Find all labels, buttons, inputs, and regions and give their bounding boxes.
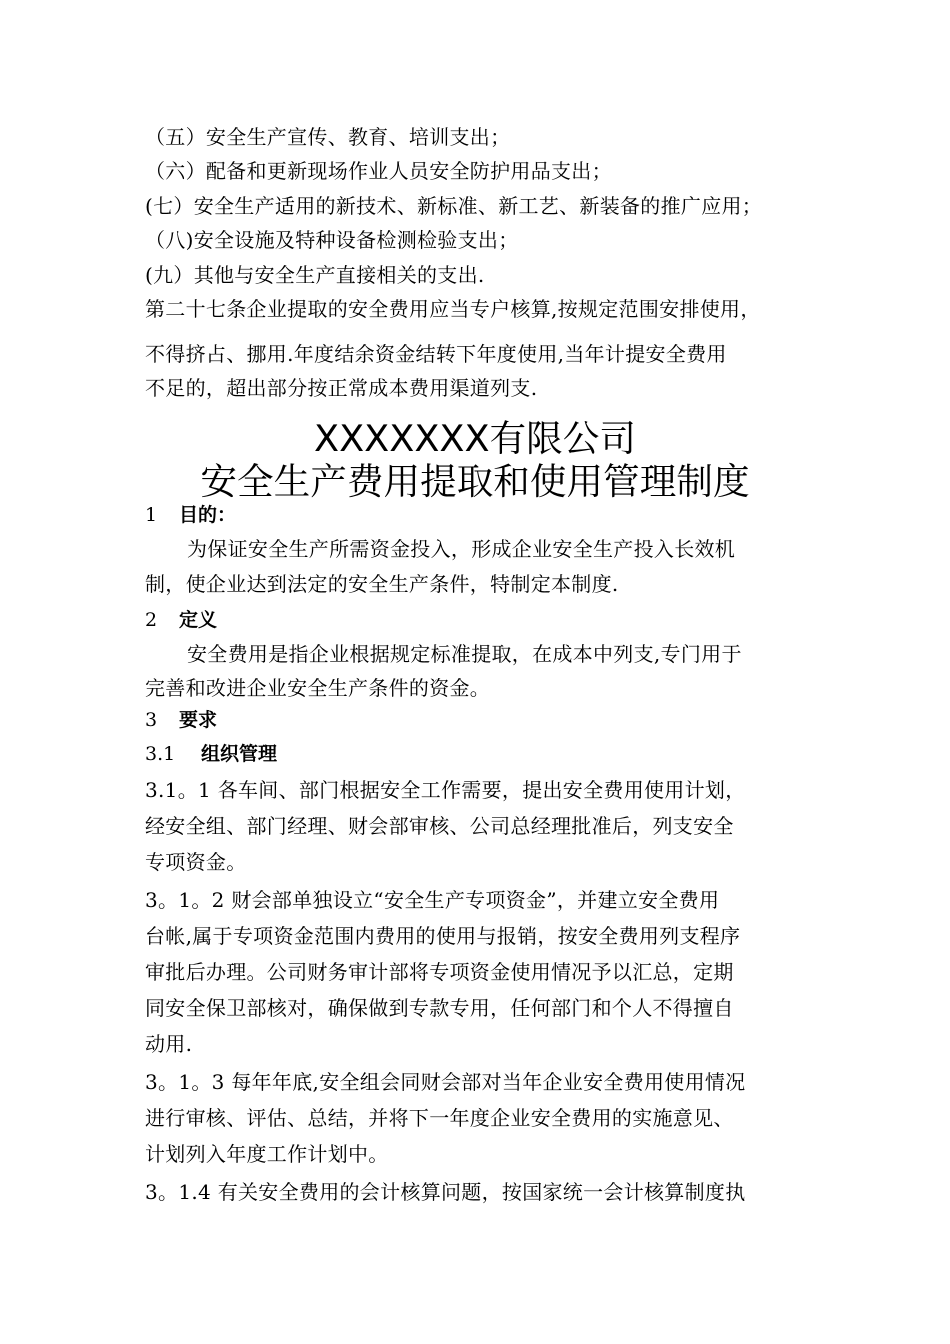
section-title: 组织管理 xyxy=(201,743,278,765)
paragraph-line: 3。1。3 每年年底,安全组会同财会部对当年企业安全费用使用情况 xyxy=(145,1070,746,1094)
paragraph-line: 第二十七条企业提取的安全费用应当专户核算,按规定范围安排使用， xyxy=(145,297,761,321)
section-title: 目的： xyxy=(179,504,237,526)
paragraph-line: 制，使企业达到法定的安全生产条件，特制定本制度. xyxy=(145,572,619,596)
paragraph-line: 为保证安全生产所需资金投入，形成企业安全生产投入长效机 xyxy=(187,537,736,561)
paragraph-line: 3.1。1 各车间、部门根据安全工作需要，提出安全费用使用计划， xyxy=(145,778,746,802)
paragraph-line: 台帐,属于专项资金范围内费用的使用与报销，按安全费用列支程序 xyxy=(145,924,741,948)
paragraph-line: 安全费用是指企业根据规定标准提取，在成本中列支,专门用于 xyxy=(187,642,742,666)
expense-item: (九）其他与安全生产直接相关的支出. xyxy=(145,263,485,287)
expense-item: （六）配备和更新现场作业人员安全防护用品支出； xyxy=(145,159,612,183)
paragraph-line: 不得挤占、挪用.年度结余资金结转下年度使用,当年计提安全费用 xyxy=(145,342,727,366)
expense-item: (七）安全生产适用的新技术、新标准、新工艺、新装备的推广应用； xyxy=(145,194,763,218)
company-title: XXXXXXX有限公司 xyxy=(314,417,636,460)
paragraph-line: 3。1。2 财会部单独设立“安全生产专项资金”，并建立安全费用 xyxy=(145,888,720,912)
section-number: 3 xyxy=(145,709,158,731)
section-title: 要求 xyxy=(179,709,218,731)
paragraph-line: 3。1.4 有关安全费用的会计核算问题，按国家统一会计核算制度执 xyxy=(145,1180,746,1204)
expense-item: （八)安全设施及特种设备检测检验支出； xyxy=(145,228,519,252)
paragraph-line: 专项资金。 xyxy=(145,850,247,874)
paragraph-line: 动用. xyxy=(145,1032,193,1056)
section-number: 3.1 xyxy=(145,743,176,765)
section-number: 1 xyxy=(145,504,158,526)
document-title: 安全生产费用提取和使用管理制度 xyxy=(200,460,750,503)
section-title: 定义 xyxy=(179,609,218,631)
section-heading xyxy=(145,706,217,734)
paragraph-line: 计划列入年度工作计划中。 xyxy=(145,1142,389,1166)
paragraph-line: 进行审核、评估、总结，并将下一年度企业安全费用的实施意见、 xyxy=(145,1106,734,1130)
paragraph-line: 经安全组、部门经理、财会部审核、公司总经理批准后，列支安全 xyxy=(145,814,734,838)
paragraph-line: 完善和改进企业安全生产条件的资金。 xyxy=(145,676,491,700)
section-heading xyxy=(145,501,236,529)
paragraph-line: 不足的，超出部分按正常成本费用渠道列支. xyxy=(145,376,538,400)
expense-item: （五）安全生产宣传、教育、培训支出； xyxy=(145,125,511,149)
paragraph-line: 审批后办理。公司财务审计部将专项资金使用情况予以汇总，定期 xyxy=(145,960,734,984)
section-heading xyxy=(145,606,217,634)
section-number: 2 xyxy=(145,609,158,631)
paragraph-line: 同安全保卫部核对，确保做到专款专用，任何部门和个人不得擅自 xyxy=(145,996,734,1020)
subsection-heading xyxy=(145,740,277,768)
